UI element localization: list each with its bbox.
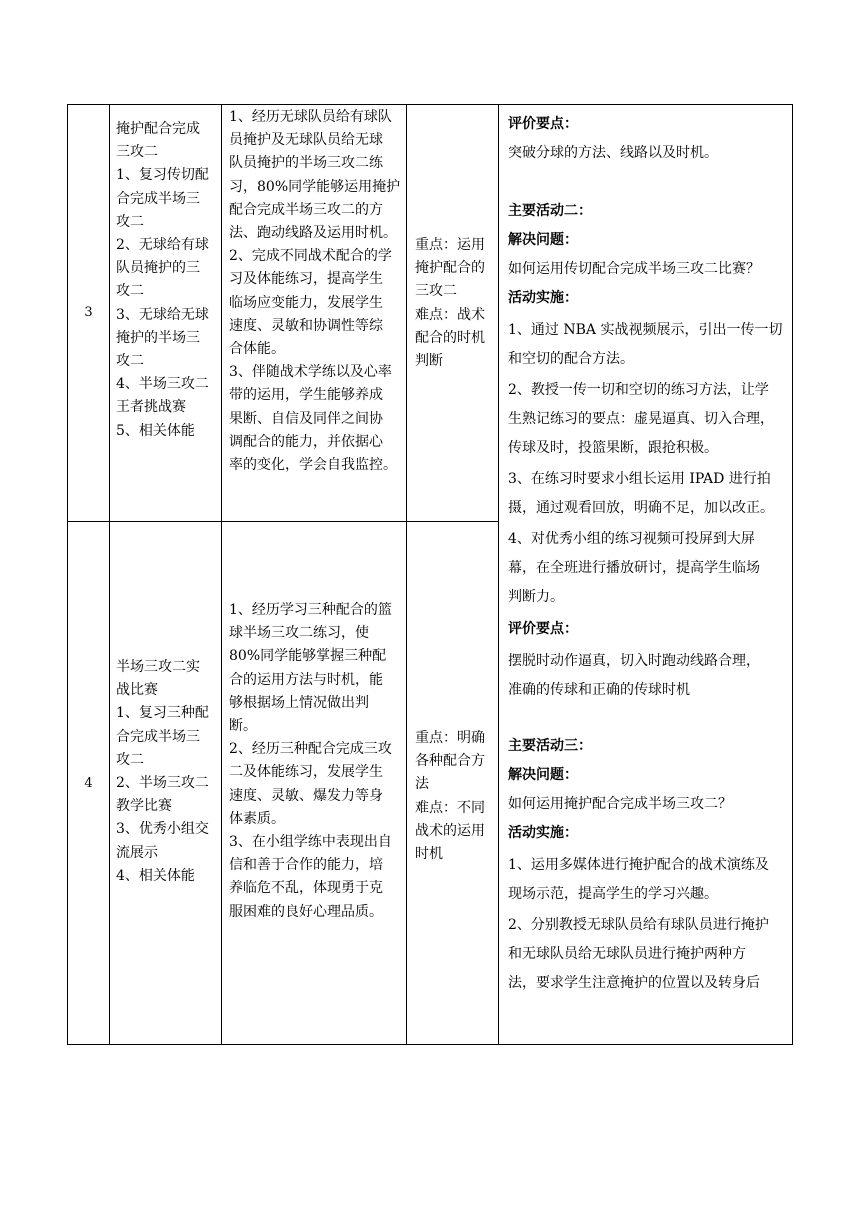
row-number: 3 [84, 305, 93, 320]
table-border-left [67, 104, 68, 1045]
lesson-content: 半场三攻二实 战比赛 1、复习三种配 合完成半场三 攻二 2、半场三攻二 教学比赛 3、优秀小组交 流展示 4、相关体能 [116, 659, 209, 884]
key-difficult-points: 重点：运用 掩护配合的 三攻二 难点：战术 配合的时机 判断 [415, 237, 485, 370]
implementation-heading: 活动实施： [508, 825, 578, 841]
table-border-top [67, 104, 793, 105]
problem-heading: 解决问题： [508, 232, 578, 248]
lesson-content: 掩护配合完成 三攻二 1、复习传切配 合完成半场三 攻二 2、无球给有球 队员掩护的三 攻二 3、无球给无球 掩护的半场三 攻二 4、半场三攻二 王者挑战赛 5、相关体能 [116, 121, 209, 439]
evaluation-heading: 评价要点： [508, 116, 578, 132]
activity-heading: 主要活动二： [508, 203, 592, 219]
column-divider-4 [498, 104, 499, 1045]
activities-column [508, 113, 790, 998]
implementation-step: 1、通过 NBA 实战视频展示，引出一传一切 和空切的配合方法。 [508, 322, 783, 367]
implementation-step: 4、对优秀小组的练习视频可投屏到大屏 幕，在全班进行播放研讨，提高学生临场 判断力。 [508, 531, 760, 605]
column-divider-3 [406, 104, 407, 1045]
row-number: 4 [84, 776, 93, 791]
key-difficult-points: 重点：明确 各种配合方 法 难点：不同 战术的运用 时机 [415, 730, 485, 863]
problem-heading: 解决问题： [508, 767, 578, 783]
evaluation-text: 摆脱时动作逼真，切入时跑动线路合理， 准确的传球和正确的传球时机 [508, 653, 760, 698]
evaluation-text: 突破分球的方法、线路以及时机。 [508, 145, 718, 161]
implementation-step: 3、在练习时要求小组长运用 IPAD 进行拍 摄，通过观看回放，明确不足，加以改正。 [508, 471, 774, 516]
table-border-bottom [67, 1044, 793, 1045]
implementation-step: 2、分别教授无球队员给有球队员进行掩护 和无球队员给无球队员进行掩护两种方 法，要求学生注意掩护的位置以及转身后 [508, 917, 769, 991]
implementation-step: 1、运用多媒体进行掩护配合的战术演练及 现场示范，提高学生的学习兴趣。 [508, 857, 769, 902]
lesson-objectives: 1、经历无球队员给有球队 员掩护及无球队员给无球 队员掩护的半场三攻二练 习，80%同学能够运用掩护 配合完成半场三攻二的方 法、跑动线路及运用时机。 2、完成不同战术配合的学 习及体能练习，提高学生 临场应变能力，发展学生 速度、灵敏和协调性等综 合体能。 3、伴随战术学练以及心率 带的运用，学生能够养成 果断、自信及同伴之间协 调配合的能力，并依据心 率的变化，学会自我监控。 [229, 109, 401, 474]
problem-text: 如何运用传切配合完成半场三攻二比赛？ [508, 261, 760, 277]
lesson-objectives: 1、经历学习三种配合的篮 球半场三攻二练习，使 80%同学能够掌握三种配 合的运用方法与时机，能 够根据场上情况做出判 断。 2、经历三种配合完成三攻 二及体能练习，发展学生 速度、灵敏、爆发力等身 体素质。 3、在小组学练中表现出自 信和善于合作的能力，培 养临危不乱，体现勇于克 服困难的良好心理品质。 [229, 602, 392, 920]
activity-heading: 主要活动三： [508, 738, 592, 754]
implementation-step: 2、教授一传一切和空切的练习方法，让学 生熟记练习的要点：虚晃逼真、切入合理， 传球及时，投篮果断，跟抢积极。 [508, 382, 774, 456]
column-divider-2 [221, 104, 222, 1045]
evaluation-heading: 评价要点： [508, 621, 578, 637]
implementation-heading: 活动实施： [508, 290, 578, 306]
table-border-right [792, 104, 793, 1045]
problem-text: 如何运用掩护配合完成半场三攻二？ [508, 796, 732, 812]
column-divider-1 [109, 104, 110, 1045]
row-divider [67, 521, 498, 522]
